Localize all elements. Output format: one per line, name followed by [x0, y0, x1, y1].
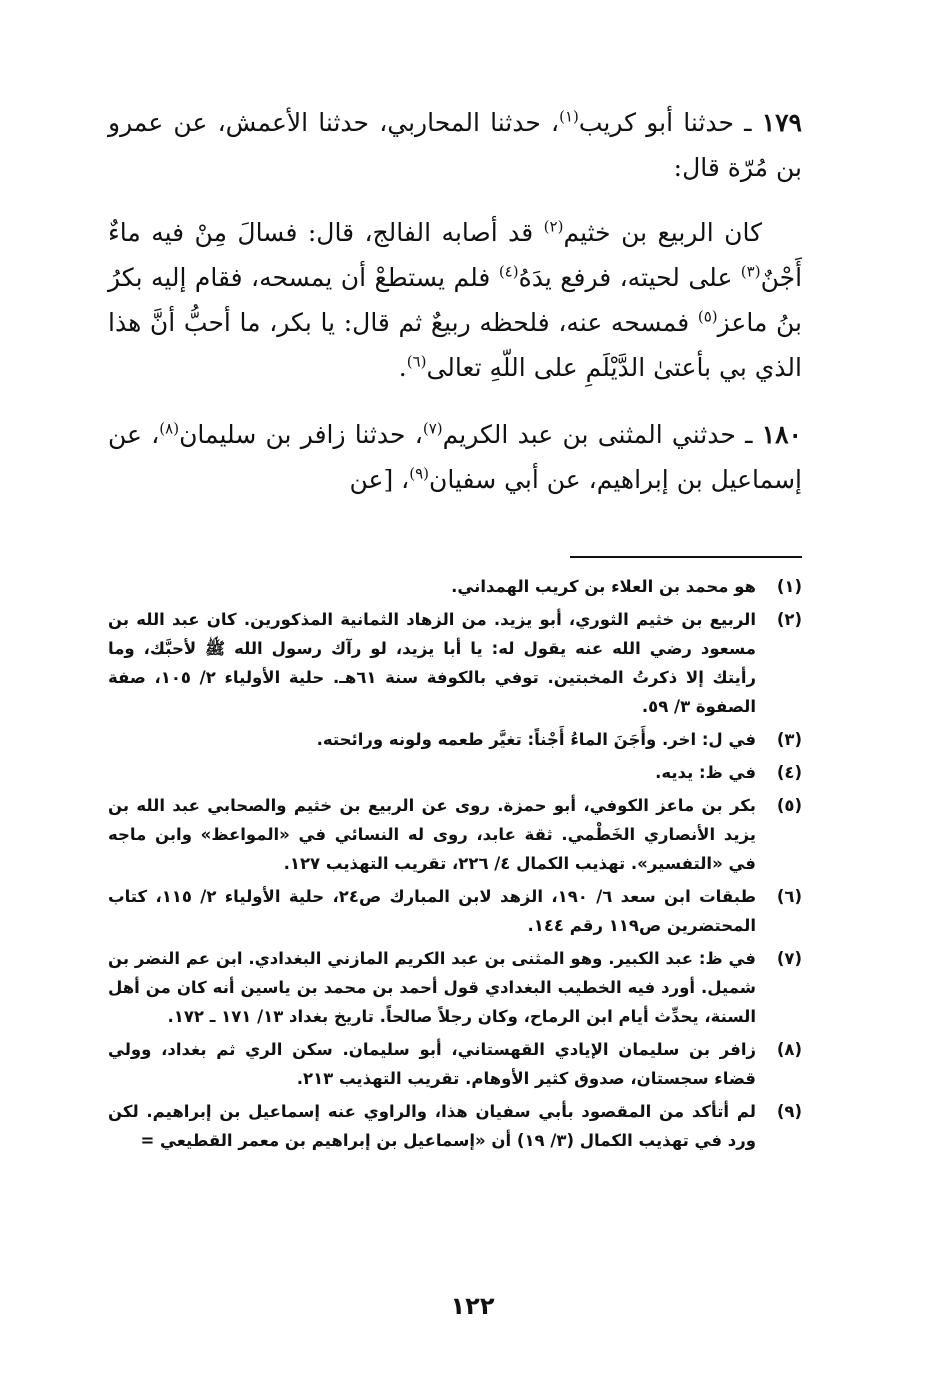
footnote-ref: (٤) [498, 262, 519, 281]
footnote-number: (٣) [776, 730, 802, 749]
footnote-text: بكر بن ماعز الكوفي، أبو حمزة. روى عن الربيع بن خثيم والصحابي عبد الله بن يزيد الأنصاري الخَطْمي. ثقة عابد، روى له النسائي في «المواعظ» وابن ماجه في «التفسير». تهذيب الكمال ٤/ ٢٢٦، تقريب التهذيب ١٢٧. [108, 796, 756, 873]
hadith-179 [108, 100, 802, 390]
footnote [108, 725, 802, 754]
footnote [108, 791, 802, 878]
matn-segment: كان الربيع بن خثيم [563, 218, 762, 247]
footnote-ref: (٨) [159, 419, 180, 438]
footnote-text: في ظ: يديه. [655, 763, 756, 782]
footnote-number: (٦) [776, 887, 802, 906]
footnote [108, 882, 802, 940]
footnote-number: (٥) [776, 796, 802, 815]
footnote [108, 944, 802, 1031]
matn-segment: قد أصابه الفالج، قال: فسالَ مِنْ فيه ماءٌ أَجْنٌ [108, 218, 803, 292]
footnote-number: (٢) [776, 610, 802, 629]
footnote-text: الربيع بن خثيم الثوري، أبو يزيد. من الزهاد الثمانية المذكورين. كان عبد الله بن مسعود رضي الله عنه يقول له: يا أبا يزيد، لو رآك رسول الله ﷺ لأحبَّك، وما رأيتك إلا ذكرتُ المخبتين. توفي بالكوفة سنة ٦١هـ. حلية الأولياء ٢/ ١٠٥، صفة الصفوة ٣/ ٥٩. [108, 610, 756, 716]
isnad-text: ، عن إسماعيل بن إبراهيم، عن أبي سفيان [108, 420, 802, 494]
footnotes [108, 572, 802, 1159]
footnote-number: (٩) [776, 1102, 802, 1121]
main-text [108, 100, 802, 520]
footnote-number: (٨) [776, 1040, 802, 1059]
footnote [108, 572, 802, 601]
footnote-ref: (٧) [422, 419, 443, 438]
page-number: ١٢٢ [450, 1292, 495, 1320]
footnote-ref: (١) [559, 107, 579, 126]
hadith-number: ١٨٠ [761, 420, 802, 449]
footnote-ref: (٩) [409, 464, 430, 483]
footnote-text: لم أتأكد من المقصود بأبي سفيان هذا، والراوي عنه إسماعيل بن إبراهيم. لكن ورد في تهذيب الكمال (٣/ ١٩) أن «إسماعيل بن إبراهيم بن معمر القطيعي = [108, 1102, 756, 1150]
footnote-number: (٤) [776, 763, 802, 782]
footnote-separator [570, 556, 802, 558]
isnad-text: ، حدثنا زافر بن سليمان [179, 420, 423, 449]
footnote-text: في ظ: عبد الكبير. وهو المثنى بن عبد الكريم المازني البغدادي. ابن عم النضر بن شميل. أورد فيه الخطيب البغدادي قول أحمد بن محمد بن ياسين أنه كان من أهل السنة، يحدِّث أيام ابن الرماح، وكان رجلاً صالحاً. تاريخ بغداد ١٣/ ١٧١ ـ ١٧٢. [108, 949, 756, 1026]
matn-segment: على لحيته، فرفع يدَهُ [518, 263, 741, 292]
footnote-ref: (٥) [697, 307, 718, 326]
isnad-text: ـ حدثني المثنى بن عبد الكريم [442, 420, 762, 449]
footnote-ref: (٢) [543, 217, 564, 236]
isnad-text: ـ حدثنا أبو كريب [578, 108, 762, 137]
hadith-number: ١٧٩ [761, 108, 802, 137]
matn-segment: فلم يستطعْ أن يمسحه، فقام إليه بكرُ بنُ ماعز [108, 263, 803, 337]
footnote-number: (١) [776, 577, 802, 596]
footnote [108, 1035, 802, 1093]
footnote [108, 1097, 802, 1155]
isnad-text: ، حدثنا المحاربي، حدثنا الأعمش، عن عمرو بن مُرّة قال: [108, 108, 802, 182]
footnote-text: زافر بن سليمان الإيادي القهستاني، أبو سليمان. سكن الري ثم بغداد، وولي قضاء سجستان، صدوق كثير الأوهام. تقريب التهذيب ٢١٣. [108, 1040, 756, 1088]
matn-text [108, 210, 802, 390]
footnote-ref: (٣) [740, 262, 761, 281]
footnote [108, 758, 802, 787]
hadith-180 [108, 412, 802, 502]
matn-segment: فمسحه عنه، فلحظه ربيعٌ ثم قال: يا بكر، ما أحبُّ أنَّ هذا الذي بي بأعتىٰ الدَّيْلَمِ على اللّهِ تعالى [108, 308, 802, 382]
footnote-text: في ل: اخر. وأَجَنَ الماءُ أَجْناً: تغيَّر طعمه ولونه ورائحته. [316, 730, 756, 749]
footnote-text: طبقات ابن سعد ٦/ ١٩٠، الزهد لابن المبارك ص٢٤، حلية الأولياء ٢/ ١١٥، كتاب المحتضرين ص١١٩ رقم ١٤٤. [108, 887, 757, 935]
footnote-number: (٧) [776, 949, 802, 968]
footnote-text: هو محمد بن العلاء بن كريب الهمداني. [451, 577, 756, 596]
isnad-text: ، [عن [349, 465, 410, 494]
footnote-ref: (٦) [406, 352, 427, 371]
footnote [108, 605, 802, 721]
matn-segment: . [398, 353, 407, 382]
